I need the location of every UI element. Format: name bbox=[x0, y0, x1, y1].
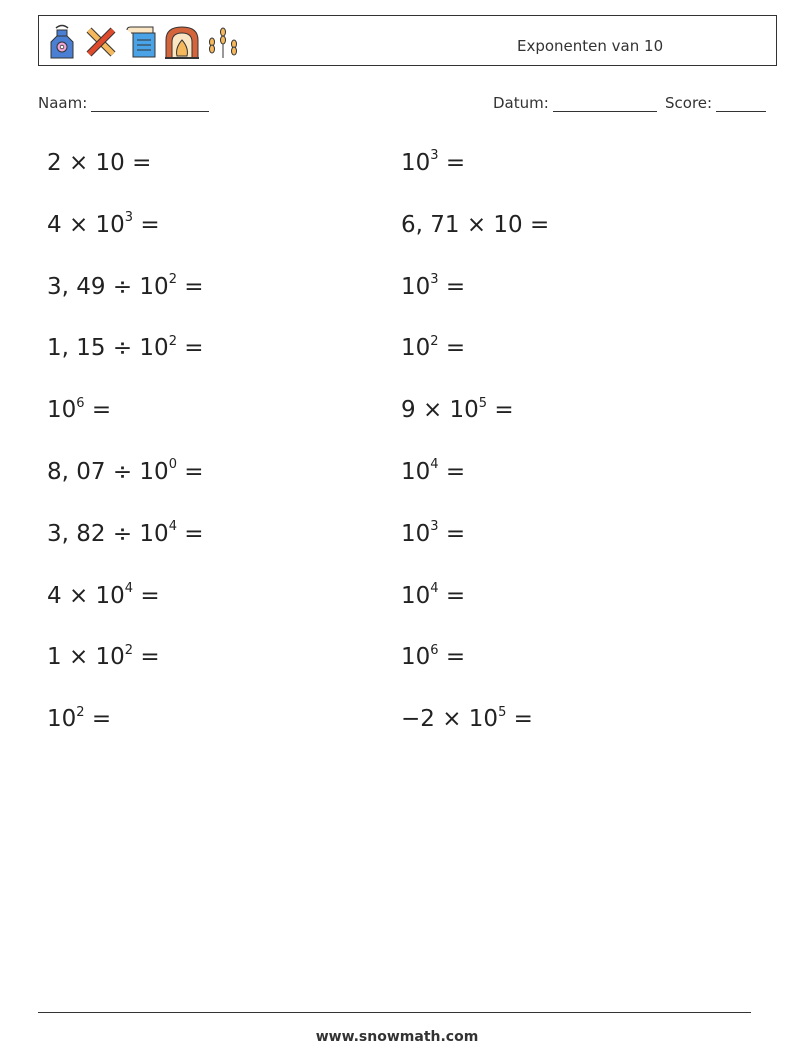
header-icons bbox=[45, 23, 241, 61]
problem-item: $4 \times 10^4$ = bbox=[47, 580, 160, 609]
problem-item: $9 \times 10^5$ = bbox=[401, 395, 514, 424]
header-box bbox=[38, 15, 777, 66]
problem-item: $10^2$ = bbox=[401, 333, 466, 362]
problem-item: $4 \times 10^3$ = bbox=[47, 210, 160, 238]
oven-icon bbox=[163, 24, 201, 60]
apron-icon bbox=[45, 24, 79, 60]
problem-item: $10^6$ = bbox=[47, 395, 112, 424]
date-label: Datum: bbox=[493, 94, 549, 112]
score-line[interactable] bbox=[716, 95, 766, 112]
problem-item: $10^2$ = bbox=[47, 704, 112, 733]
footer-url: www.snowmath.com bbox=[315, 1029, 479, 1045]
problem-item: 3, $49 \div 10^2$ = bbox=[47, 271, 204, 300]
problem-item: $1 \times 10^2$ = bbox=[47, 642, 160, 671]
score-label: Score: bbox=[665, 94, 713, 112]
problem-item: 1, $15 \div 10^2$ = bbox=[47, 333, 204, 362]
problem-item: $10^4$ = bbox=[401, 457, 466, 485]
problem-item: 2 × 10 = bbox=[47, 150, 152, 176]
paper-towel-icon bbox=[123, 24, 159, 60]
problem-item: 6, 71 × 10 = bbox=[401, 211, 550, 238]
footer-divider bbox=[38, 1012, 751, 1013]
name-label: Naam: bbox=[38, 94, 88, 112]
problem-item: $-2 \times 10^5$ = bbox=[401, 704, 533, 733]
rolling-pin-icon bbox=[83, 24, 119, 60]
problem-item: 8, $07 \div 10^0$ = bbox=[47, 457, 204, 485]
date-line[interactable] bbox=[553, 95, 657, 112]
problem-item: $10^3$ = bbox=[401, 148, 466, 176]
name-line[interactable] bbox=[91, 95, 209, 112]
score-field[interactable] bbox=[665, 94, 766, 112]
wheat-icon bbox=[205, 24, 241, 60]
name-field[interactable] bbox=[38, 94, 209, 112]
problem-item: 3, $82 \div 10^4$ = bbox=[47, 519, 204, 547]
problem-item: $10^3$ = bbox=[401, 519, 466, 547]
date-field[interactable] bbox=[493, 94, 657, 112]
problem-item: $10^6$ = bbox=[401, 642, 466, 671]
worksheet-title: Exponenten van 10 bbox=[517, 37, 664, 55]
problem-item: $10^4$ = bbox=[401, 580, 466, 609]
problem-item: $10^3$ = bbox=[401, 271, 466, 300]
